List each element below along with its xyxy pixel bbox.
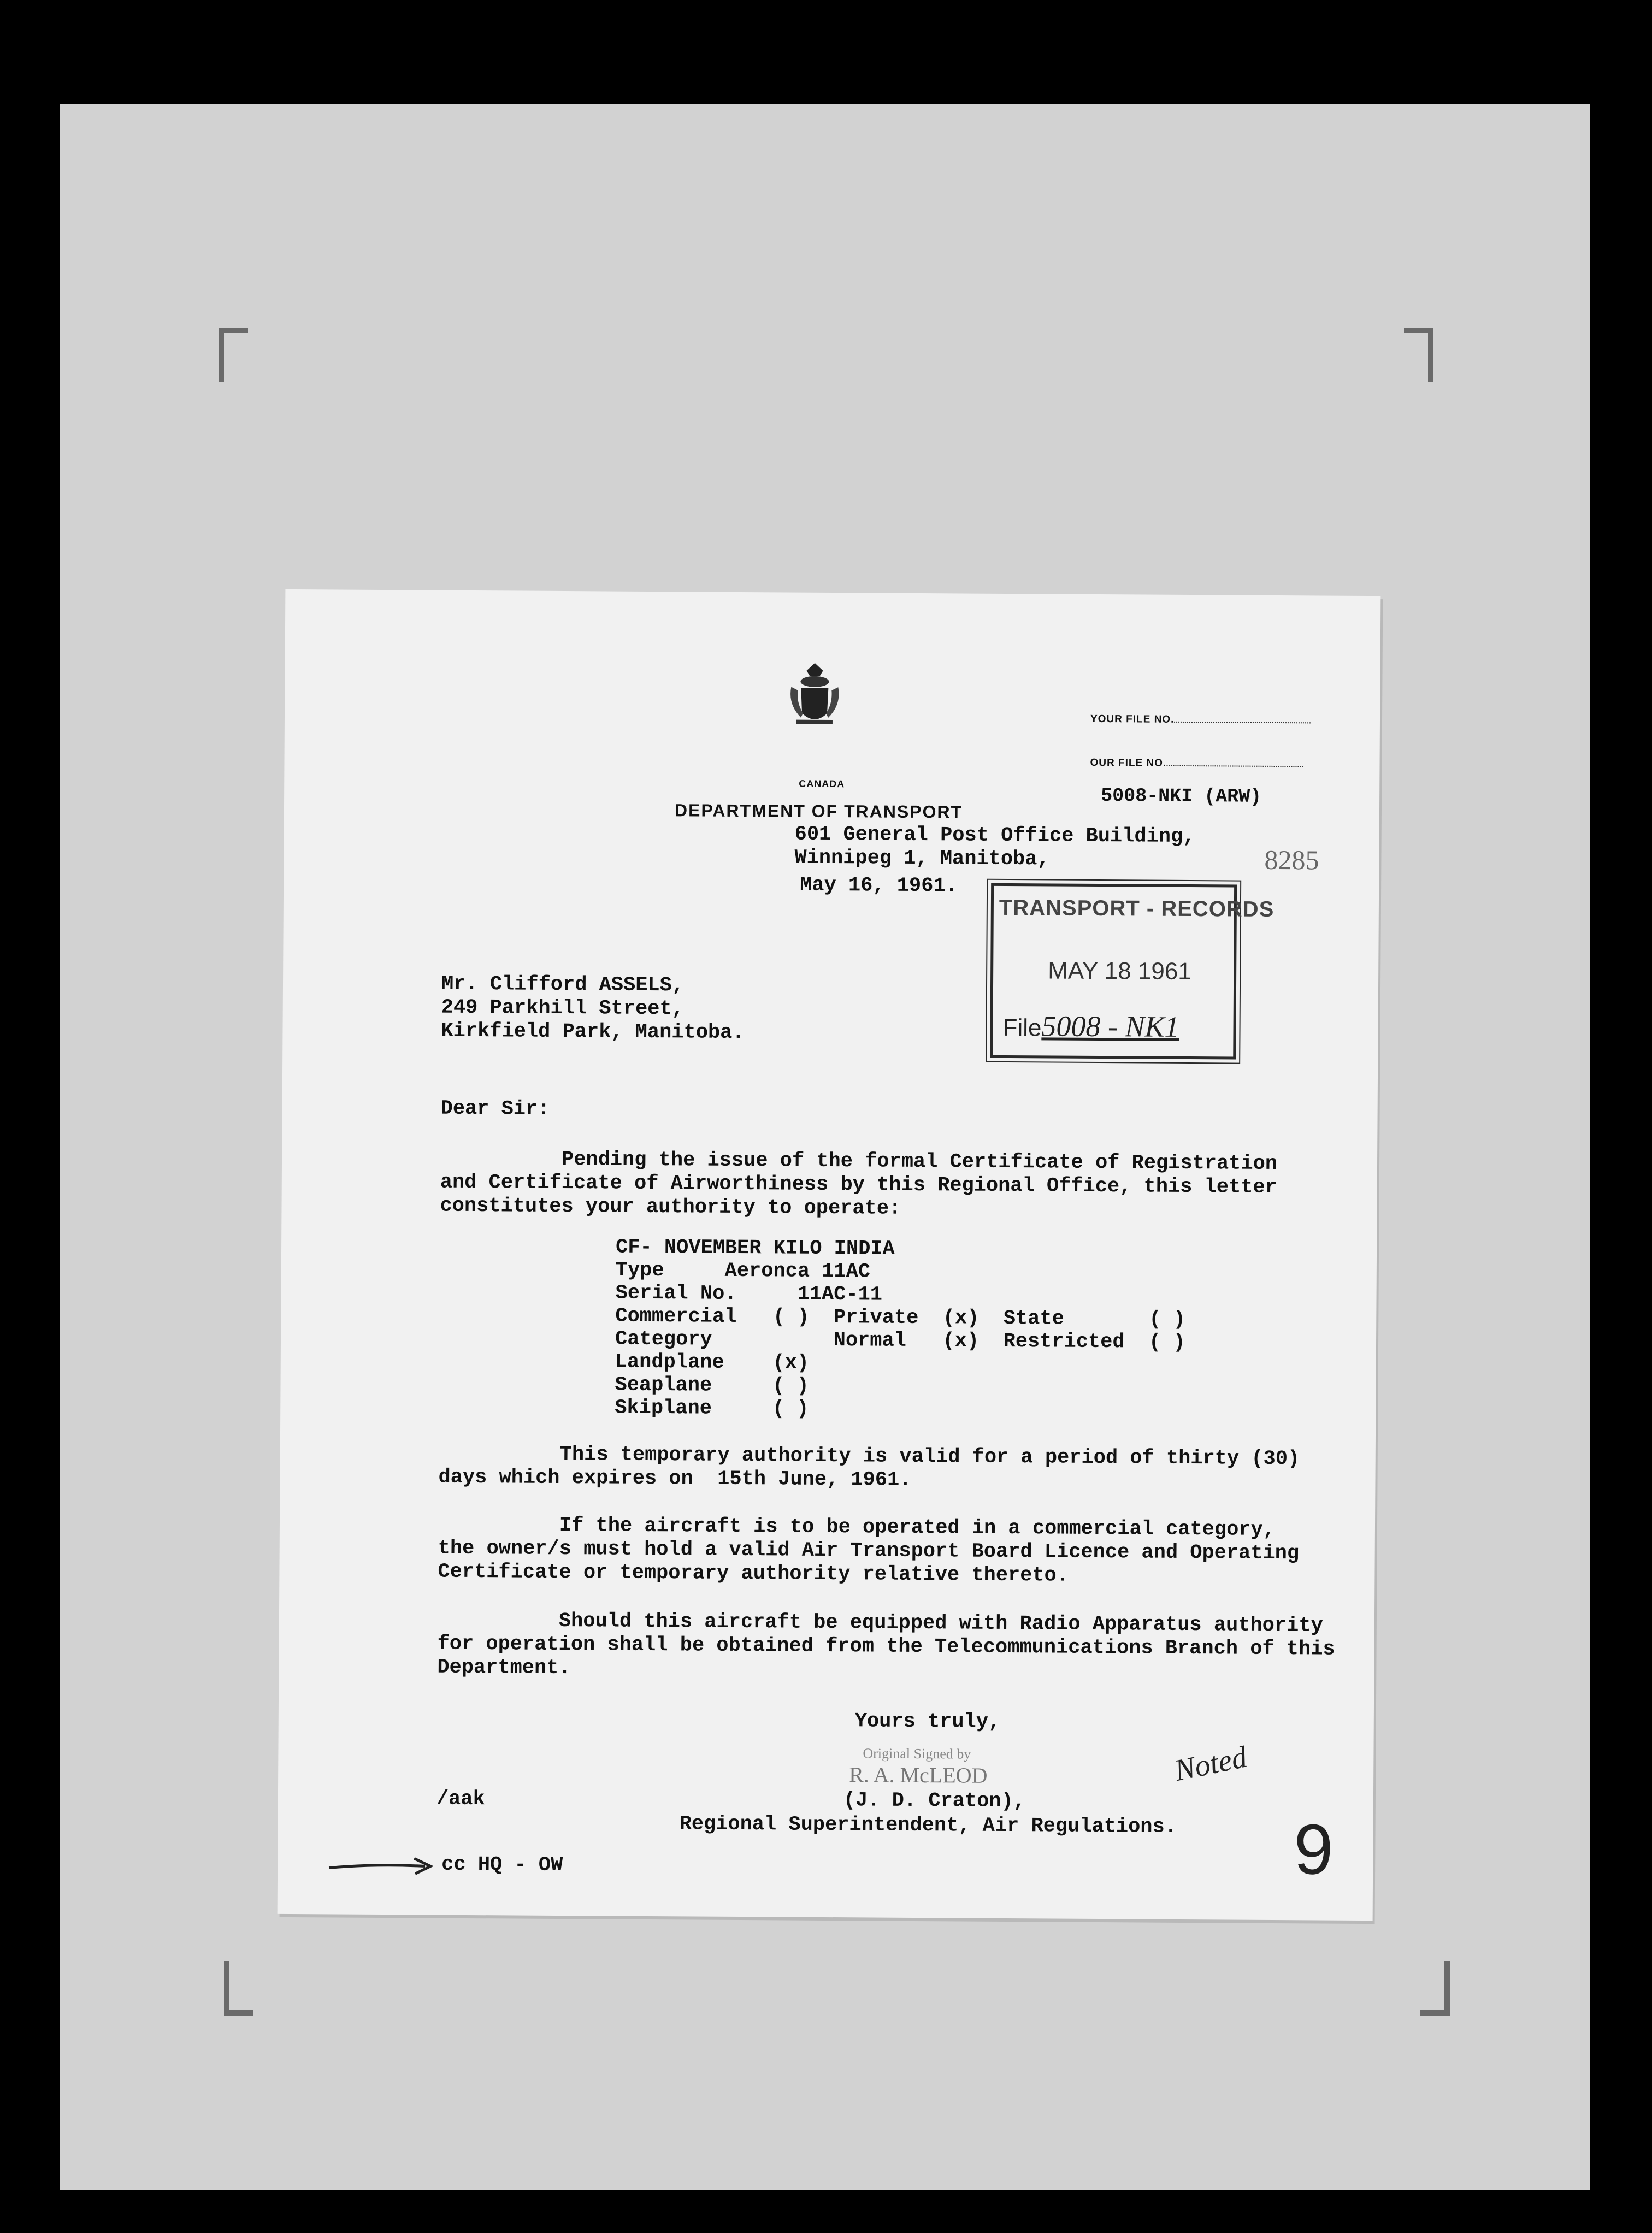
paragraph-2-line-2: days which expires on 15th June, 1961. <box>438 1466 912 1492</box>
coat-of-arms-icon <box>784 660 845 732</box>
salutation: Dear Sir: <box>440 1097 550 1121</box>
stamp-title: TRANSPORT - RECORDS <box>999 895 1275 921</box>
original-signed-by: Original Signed by <box>863 1745 971 1762</box>
address-line-1: 601 General Post Office Building, <box>794 823 1195 849</box>
cc-line: cc HQ - OW <box>441 1853 563 1877</box>
signer-title: Regional Superintendent, Air Regulations. <box>679 1812 1177 1839</box>
noted-annotation: Noted <box>1171 1740 1250 1788</box>
paragraph-1-line-1: Pending the issue of the formal Certificate of Registration <box>561 1148 1278 1176</box>
paragraph-4-line-3: Department. <box>437 1656 571 1680</box>
aircraft-seaplane-row: Seaplane ( ) <box>615 1373 809 1398</box>
paragraph-1-line-3: constitutes your authority to operate: <box>440 1194 901 1220</box>
stamp-date: MAY 18 1961 <box>1048 957 1191 985</box>
recipient-name: Mr. Clifford ASSELS, <box>441 972 685 997</box>
typist-initials: /aak <box>436 1787 485 1811</box>
aircraft-serial: Serial No. 11AC-11 <box>615 1281 883 1307</box>
aircraft-commercial-row: Commercial ( ) Private (x) State ( ) <box>615 1304 1185 1331</box>
stamped-number: 8285 <box>1264 844 1319 876</box>
country-label: CANADA <box>799 778 845 790</box>
stamp-file-number: 5008 - NK1 <box>1041 1009 1179 1043</box>
aircraft-category-row: Category Normal (x) Restricted ( ) <box>615 1327 1185 1354</box>
aircraft-type: Type Aeronca 11AC <box>615 1259 871 1284</box>
page-number-annotation: 9 <box>1293 1809 1334 1889</box>
your-file-label: YOUR FILE NO. <box>1090 713 1311 726</box>
transport-records-stamp <box>990 883 1275 1060</box>
address-line-2: Winnipeg 1, Manitoba, <box>794 846 1049 871</box>
paragraph-3-line-3: Certificate or temporary authority relative thereto. <box>438 1560 1069 1587</box>
arrow-icon <box>327 1851 436 1879</box>
paragraph-4-line-2: for operation shall be obtained from the Telecommunications Branch of this <box>437 1632 1335 1661</box>
aircraft-landplane-row: Landplane (x) <box>615 1350 810 1375</box>
recipient-city: Kirkfield Park, Manitoba. <box>441 1019 745 1045</box>
closing-yours-truly: Yours truly, <box>854 1710 1001 1734</box>
crop-mark-top-right <box>1404 328 1433 382</box>
paragraph-2-line-1: This temporary authority is valid for a period of thirty (30) <box>559 1443 1300 1471</box>
aircraft-registration: CF- NOVEMBER KILO INDIA <box>615 1236 895 1261</box>
aircraft-skiplane-row: Skiplane ( ) <box>615 1396 809 1421</box>
letter-date: May 16, 1961. <box>800 873 958 898</box>
crop-mark-bottom-left <box>224 1961 253 2016</box>
our-file-label: OUR FILE NO. <box>1090 757 1303 770</box>
letter-page <box>278 589 1381 1921</box>
crop-mark-top-left <box>219 328 248 382</box>
department-name: DEPARTMENT OF TRANSPORT <box>674 800 963 822</box>
paragraph-1-line-2: and Certificate of Airworthiness by this Regional Office, this letter <box>440 1171 1277 1200</box>
crop-mark-bottom-right <box>1420 1961 1450 2016</box>
stamp-file: File5008 - NK1 <box>1002 1009 1179 1043</box>
paragraph-3-line-2: the owner/s must hold a valid Air Transport Board Licence and Operating <box>438 1537 1300 1566</box>
paragraph-4-line-1: Should this aircraft be equipped with Radio Apparatus authority <box>558 1609 1323 1638</box>
our-file-value: 5008-NKI (ARW) <box>1101 785 1262 808</box>
signer-stamp: R. A. McLEOD <box>849 1762 988 1788</box>
recipient-street: 249 Parkhill Street, <box>441 996 684 1021</box>
signer-name: (J. D. Craton), <box>843 1789 1026 1813</box>
paragraph-3-line-1: If the aircraft is to be operated in a commercial category, <box>559 1514 1276 1541</box>
